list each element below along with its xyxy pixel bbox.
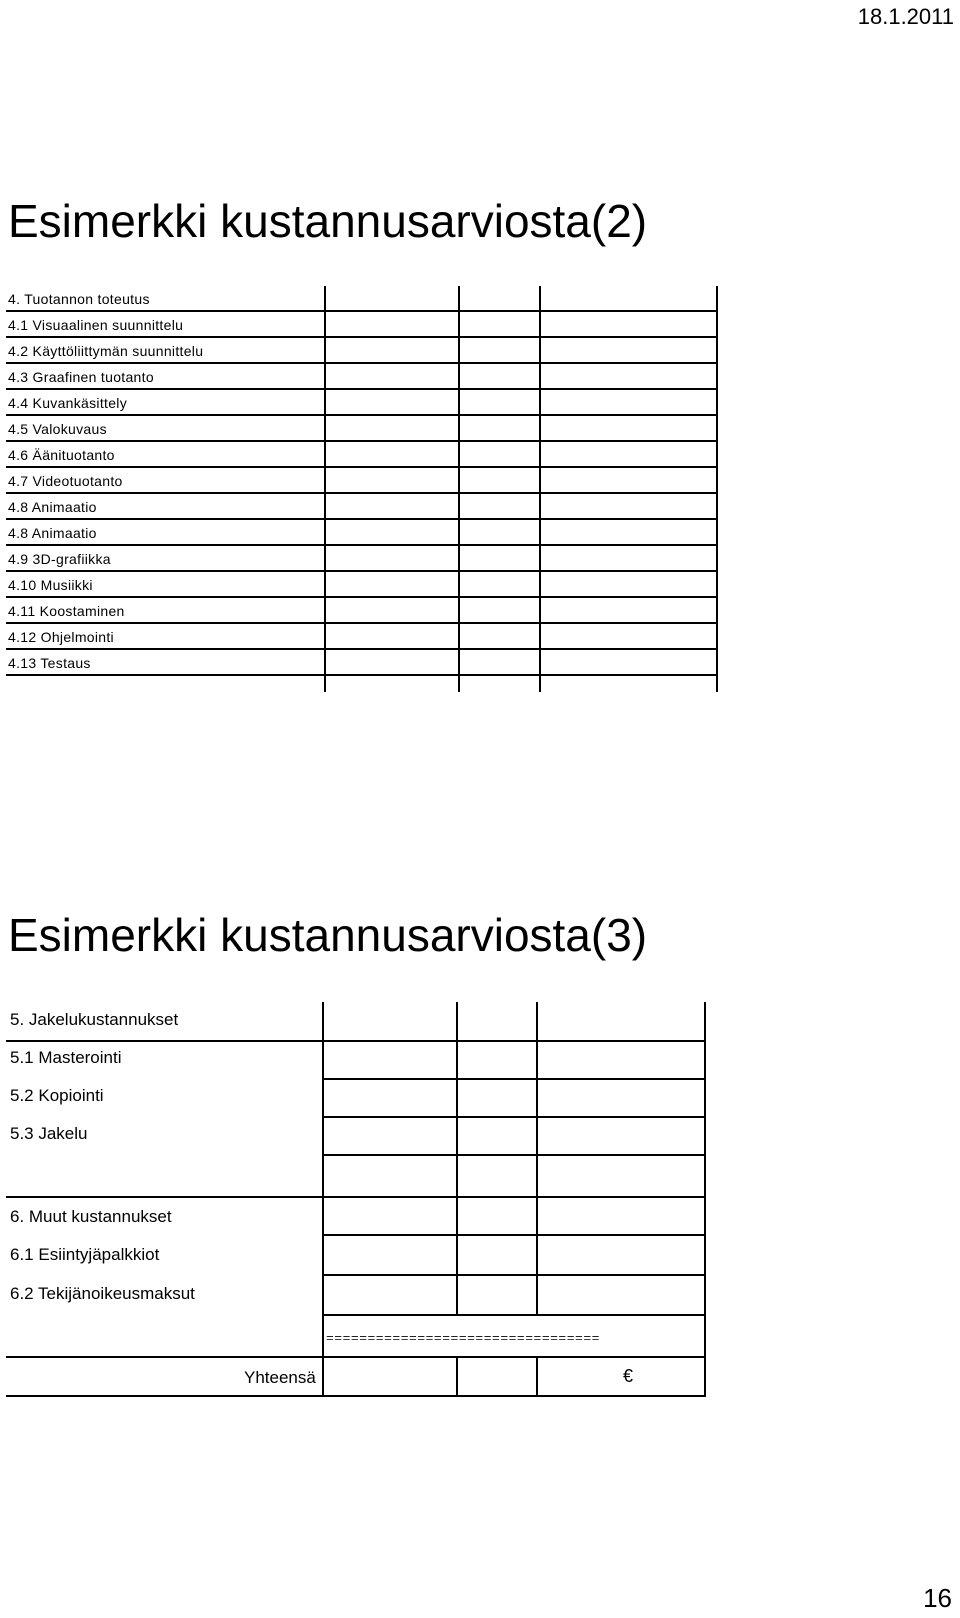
row-label: 4.4 Kuvankäsittely <box>8 395 128 411</box>
table-row <box>6 572 718 598</box>
table-row <box>6 468 718 494</box>
row-label: 6. Muut kustannukset <box>10 1207 172 1226</box>
row-label: 4.9 3D-grafiikka <box>8 551 111 567</box>
cost-table-distribution <box>6 1002 706 1397</box>
row-label: 5. Jakelukustannukset <box>10 1010 179 1029</box>
row-label: 5.1 Masterointi <box>10 1048 122 1067</box>
row-label: 4.10 Musiikki <box>8 577 93 593</box>
row-label: 5.2 Kopiointi <box>10 1086 104 1105</box>
column-divider <box>456 1042 458 1196</box>
page-number: 16 <box>923 1583 952 1613</box>
row-label: 4.2 Käyttöliittymän suunnittelu <box>8 343 204 359</box>
column-divider <box>536 1358 538 1397</box>
row-label: 4.11 Koostaminen <box>8 603 125 619</box>
table-row <box>6 624 718 650</box>
table-row <box>6 650 718 676</box>
row-label: 4.1 Visuaalinen suunnittelu <box>8 317 184 333</box>
column-divider <box>456 1198 458 1316</box>
column-divider <box>536 1002 538 1316</box>
slide-title-3: Esimerkki kustannusarviosta(3) <box>8 909 648 961</box>
row-divider <box>322 1234 706 1236</box>
table-row <box>6 442 718 468</box>
table-row <box>6 520 718 546</box>
row-label: 4.12 Ohjelmointi <box>8 629 114 645</box>
row-label: 5.3 Jakelu <box>10 1124 88 1143</box>
column-divider <box>456 1002 458 1040</box>
row-label: 4.6 Äänituotanto <box>8 447 115 463</box>
currency-symbol: € <box>623 1366 634 1386</box>
row-label: 6.1 Esiintyjäpalkkiot <box>10 1245 160 1264</box>
table-row <box>6 598 718 624</box>
row-divider <box>6 1196 706 1198</box>
row-divider <box>322 1154 706 1156</box>
row-divider <box>322 1274 706 1276</box>
table-row <box>6 416 718 442</box>
row-divider <box>6 1040 706 1042</box>
slide-title-2: Esimerkki kustannusarviosta(2) <box>8 195 648 247</box>
row-divider <box>322 1314 706 1316</box>
table-row <box>6 364 718 390</box>
row-label: 4.8 Animaatio <box>8 499 97 515</box>
table-row <box>6 494 718 520</box>
row-divider <box>6 1395 706 1397</box>
table-row <box>6 312 718 338</box>
row-divider <box>322 1078 706 1080</box>
column-divider <box>456 1358 458 1397</box>
row-label: 6.2 Tekijänoikeusmaksut <box>10 1284 195 1303</box>
table-row <box>6 338 718 364</box>
table-row <box>6 390 718 416</box>
table-row <box>6 286 718 312</box>
row-label: 4. Tuotannon toteutus <box>8 291 150 307</box>
total-separator: ================================= <box>326 1331 600 1346</box>
row-label: 4.8 Animaatio <box>8 525 97 541</box>
row-label: 4.13 Testaus <box>8 655 91 671</box>
row-label: 4.3 Graafinen tuotanto <box>8 369 154 385</box>
column-divider <box>704 1002 706 1397</box>
total-label: Yhteensä <box>244 1368 316 1387</box>
column-divider <box>322 1002 324 1397</box>
cost-table-production <box>6 286 718 692</box>
row-divider <box>322 1116 706 1118</box>
row-divider <box>6 1356 706 1358</box>
table-row <box>6 546 718 572</box>
row-label: 4.5 Valokuvaus <box>8 421 107 437</box>
row-label: 4.7 Videotuotanto <box>8 473 123 489</box>
date-label: 18.1.2011 <box>857 4 954 29</box>
